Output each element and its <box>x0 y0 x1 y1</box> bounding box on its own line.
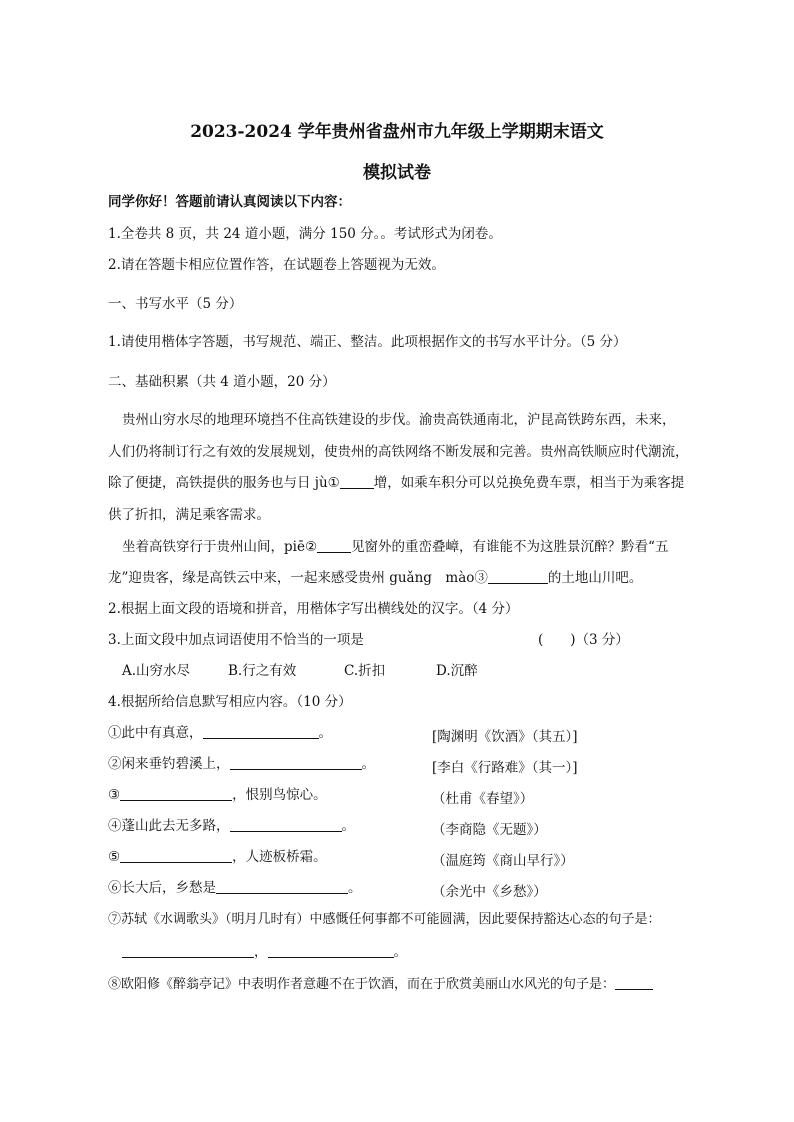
recite-source-6: （余光中《乡愁》） <box>432 884 547 900</box>
exam-title-line2: 模拟试卷 <box>363 163 431 183</box>
notice-heading: 同学你好！答题前请认真阅读以下内容： <box>108 194 351 210</box>
recite-punct: ，人迹板桥霜。 <box>232 849 327 865</box>
option-b[interactable]: B.行之有效 <box>228 663 297 679</box>
recite-punct: 。 <box>348 880 362 896</box>
option-d[interactable]: D.沉醉 <box>436 663 478 679</box>
passage-text: 龙”迎贵客，缘是高铁云中来，一起来感受贵州 guǎng mào③ <box>108 570 488 586</box>
recite-punct: 。 <box>341 818 355 834</box>
passage-line <box>108 475 684 491</box>
passage-text: 见窗外的重峦叠嶂，有谁能不为这胜景沉醉？黔看“五 <box>351 539 669 555</box>
passage-text: 坐着高铁穿行于贵州山间，piē② <box>122 539 318 555</box>
recite-item-6 <box>108 880 362 896</box>
question-4: 4.根据所给信息默写相应内容。（10 分） <box>108 694 352 710</box>
recite-blank[interactable] <box>615 976 653 990</box>
passage-line: 人们仍将制订行之有效的发展规划，使贵州的高铁网络不断发展和完善。贵州高铁顺应时代潮流， <box>108 444 689 460</box>
passage-line <box>122 539 668 555</box>
notice-item-2: 2.请在答题卡相应位置作答，在试题卷上答题视为无效。 <box>108 257 445 273</box>
recite-blank[interactable] <box>203 725 319 739</box>
recite-item-3 <box>108 787 327 803</box>
recite-blank[interactable] <box>120 787 232 801</box>
recite-prompt: ⑥长大后，乡愁是 <box>108 880 216 896</box>
recite-item-5 <box>108 849 327 865</box>
recite-prompt: ⑤ <box>108 849 121 865</box>
recite-item-1 <box>108 725 332 741</box>
question-3-answer-bracket[interactable]: ( )（3 分） <box>538 632 629 648</box>
passage-text: 除了便捷，高铁提供的服务也与日 jù① <box>108 475 340 491</box>
recite-punct: 。 <box>318 725 332 741</box>
recite-blank[interactable] <box>216 880 348 894</box>
recite-item-7: ⑦苏轼《水调歌头》（明月几时有）中感慨任何事都不可能圆满，因此要保持豁达心态的句子是： <box>108 912 661 927</box>
question-3: 3.上面文段中加点词语使用不恰当的一项是 <box>108 632 364 648</box>
passage-line: 贵州山穷水尽的地理环境挡不住高铁建设的步伐。渝贵高铁通南北，沪昆高铁跨东西，未来， <box>122 412 676 428</box>
recite-item-7-answer <box>122 944 407 960</box>
section-1-heading: 一、书写水平（5 分） <box>108 296 243 312</box>
recite-item-8 <box>108 976 653 993</box>
recite-punct: 。 <box>361 756 375 772</box>
recite-blank[interactable] <box>230 756 362 770</box>
recite-source-1: [陶渊明《饮酒》（其五）] <box>432 729 578 745</box>
recite-blank[interactable] <box>268 944 394 958</box>
recite-prompt: ③ <box>108 787 121 803</box>
recite-blank[interactable] <box>120 849 232 863</box>
question-1: 1.请使用楷体字答题，书写规范、端正、整洁。此项根据作文的书写水平计分。（5 分） <box>108 334 627 350</box>
passage-text: 增，如乘车积分可以兑换免费车票，相当于为乘客提 <box>373 475 685 491</box>
recite-item-4 <box>108 818 355 834</box>
recite-source-4: （李商隐《无题》） <box>432 822 547 838</box>
recite-item-2 <box>108 756 375 772</box>
option-c[interactable]: C.折扣 <box>344 663 386 679</box>
recite-blank[interactable] <box>230 818 342 832</box>
recite-prompt: ①此中有真意， <box>108 725 203 741</box>
passage-text: 的土地山川吧。 <box>547 570 643 586</box>
recite-punct: 。 <box>393 944 407 960</box>
recite-prompt: ②闲来垂钓碧溪上， <box>108 756 230 772</box>
section-2-heading: 二、基础积累（共 4 道小题，20 分） <box>108 374 336 390</box>
passage-line: 供了折扣，满足乘客需求。 <box>108 507 270 523</box>
passage-line <box>108 570 642 586</box>
answer-blank-3[interactable] <box>488 570 548 584</box>
answer-blank-1[interactable] <box>340 475 374 489</box>
option-a[interactable]: A.山穷水尽 <box>122 663 191 679</box>
recite-punct: ，恨别鸟惊心。 <box>232 787 327 803</box>
recite-source-3: （杜甫《春望》） <box>432 791 534 807</box>
recite-source-2: [李白《行路难》（其一）] <box>432 760 578 776</box>
recite-punct: ， <box>254 944 268 960</box>
exam-title-line1: 2023-2024 学年贵州省盘州市九年级上学期期末语文 <box>190 122 604 142</box>
recite-blank[interactable] <box>122 944 254 958</box>
notice-item-1: 1.全卷共 8 页，共 24 道小题，满分 150 分。。考试形式为闭卷。 <box>108 226 502 242</box>
question-2: 2.根据上面文段的语境和拼音，用楷体字写出横线处的汉字。（4 分） <box>108 601 519 617</box>
answer-blank-2[interactable] <box>317 539 351 553</box>
recite-prompt: ④蓬山此去无多路， <box>108 818 230 834</box>
recite-source-5: （温庭筠《商山早行》） <box>432 853 574 869</box>
recite-prompt: ⑧欧阳修《醉翁亭记》中表明作者意趣不在于饮酒，而在于欣赏美丽山水风光的句子是： <box>108 977 616 992</box>
